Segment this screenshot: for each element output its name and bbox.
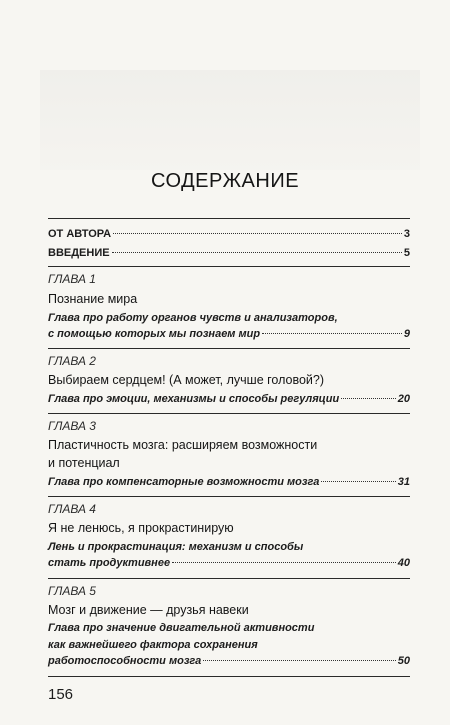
dot-leader [321,481,395,482]
section-rule [48,413,410,414]
chapter-page-line[interactable] [48,393,410,405]
chapter-title[interactable]: Пластичность мозга: расширяем возможности [48,438,318,452]
chapter-description: Глава про значение двигательной активности [48,622,315,634]
section-rule [48,348,410,349]
chapter-description: Глава про компенсаторные возможности мозга [48,476,320,488]
chapter-description: стать продуктивнее [48,557,171,569]
toc-entry-page: 5 [403,247,410,259]
toc-entry-page: 9 [403,328,410,340]
chapter-page-line[interactable] [48,557,410,569]
section-rule [48,578,410,579]
chapter-description: Глава про работу органов чувств и анализаторов, [48,312,338,324]
chapter-label: ГЛАВА 5 [48,584,96,598]
chapter-page-line[interactable] [48,476,410,488]
toc-entry-label: ВВЕДЕНИЕ [48,247,110,259]
chapter-description: с помощью которых мы познаем мир [48,328,261,340]
section-rule [48,496,410,497]
chapter-title[interactable]: Я не ленюсь, я прокрастинирую [48,521,234,535]
toc-entry-page: 40 [397,557,410,569]
chapter-description: Лень и прокрастинация: механизм и способы [48,541,304,553]
dot-leader [112,252,402,253]
dot-leader [203,660,395,661]
chapter-label: ГЛАВА 4 [48,502,96,516]
chapter-description: Глава про эмоции, механизмы и способы регуляции [48,393,340,405]
toc-entry-label: ОТ АВТОРА [48,228,112,240]
show-through-area [40,70,420,170]
toc-entry-page: 3 [403,228,410,240]
toc-entry-intro[interactable] [48,247,410,259]
chapter-label: ГЛАВА 3 [48,419,96,433]
toc-entry-page: 31 [397,476,410,488]
section-rule [48,676,410,677]
dot-leader [113,233,402,234]
dot-leader [341,398,396,399]
chapter-description: работоспособности мозга [48,655,202,667]
chapter-title[interactable]: Мозг и движение — друзья навеки [48,603,249,617]
page-title: СОДЕРЖАНИЕ [150,170,300,192]
chapter-label: ГЛАВА 1 [48,272,96,286]
dot-leader [262,333,402,334]
dot-leader [172,562,396,563]
chapter-title[interactable]: Познание мира [48,292,138,306]
chapter-page-line[interactable] [48,328,410,340]
toc-entry-author[interactable] [48,228,410,240]
page-number: 156 [48,686,74,703]
toc-entry-page: 50 [397,655,410,667]
chapter-title[interactable]: Выбираем сердцем! (А может, лучше головой?) [48,373,325,387]
chapter-description: как важнейшего фактора сохранения [48,639,258,651]
chapter-page-line[interactable] [48,655,410,667]
title-rule [48,218,410,219]
chapter-title-cont[interactable]: и потенциал [48,456,120,470]
section-rule [48,266,410,267]
chapter-label: ГЛАВА 2 [48,354,96,368]
toc-entry-page: 20 [397,393,410,405]
